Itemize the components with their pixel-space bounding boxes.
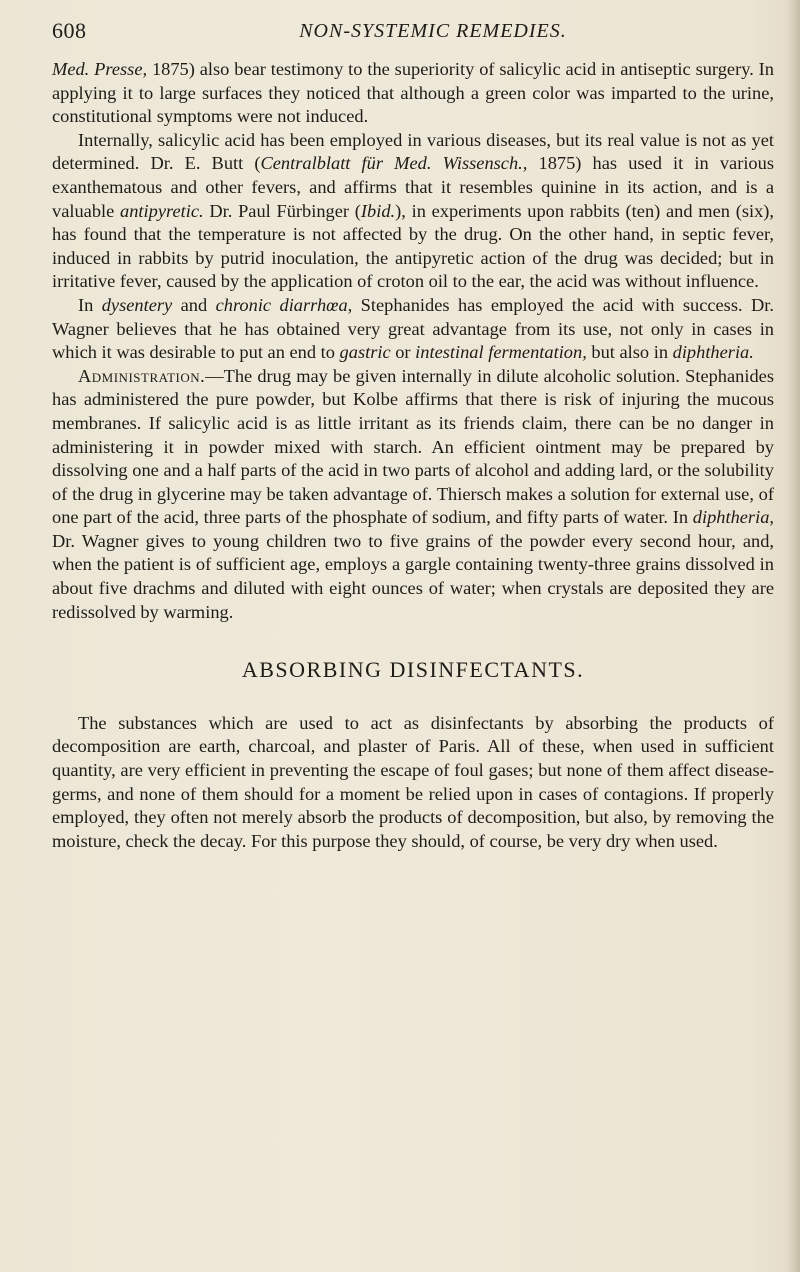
paragraph-dysentery: [52, 294, 774, 365]
page-number: 608: [52, 18, 87, 43]
paragraph-text: and: [172, 294, 216, 315]
paragraph-text: 1875) has used it in various exanthematous and other fevers, and affirms that it resembles quinine in its action, and is a valuable: [52, 153, 774, 221]
term-italic: dysentery: [101, 294, 173, 315]
paragraph-text: Stephanides has employed the acid with success. Dr. Wagner believes that he has obtained very great advantage from its use, not only in cases in which it was desirable to put an end to: [52, 294, 774, 363]
paragraph-continuation: [52, 58, 774, 129]
administration-label: Administration.: [78, 365, 206, 386]
paragraph-internal-use: [52, 129, 774, 294]
section-heading: ABSORBING DISINFECTANTS.: [241, 657, 585, 683]
citation-italic: Med. Presse,: [52, 59, 148, 79]
citation-italic: Centralblatt für Med. Wissensch.,: [260, 153, 528, 174]
term-italic: diphtheria,: [692, 507, 774, 528]
term-italic: gastric: [339, 342, 391, 363]
running-title: NON-SYSTEMIC REMEDIES.: [299, 20, 567, 42]
body-text: [52, 58, 774, 853]
paragraph-text: —The drug may be given internally in dilute alcoholic solution. Stephanides has administered the pure powder, but Kolbe affirms that there is risk of injuring the mucous membranes. If salicylic acid is as little irritant as its friends claim, there can be no danger in administering it in powder mixed with starch. An efficient ointment may be prepared by dissolving one and a half parts of the acid in two parts of alcohol and adding lard, or the solubility of the drug in glycerine may be taken advantage of. Thiersch makes a solution for external use, of one part of the acid, three parts of the phosphate of sodium, and fifty parts of water. In: [52, 365, 774, 528]
running-head: [52, 18, 774, 58]
citation-italic: Ibid.: [360, 200, 396, 221]
paragraph-text: In: [78, 294, 102, 315]
paragraph-text: or: [390, 342, 416, 363]
paragraph-text: ), in experiments upon rabbits (ten) and men (six), has found that the temperature is not affected by the drug. On the other hand, in septic fever, induced in rabbits by putrid inoculation, the antipyretic action of the drug was decided; but in irritative fever, caused by the application of croton oil to the ear, the acid was without influence.: [52, 200, 774, 292]
paragraph-absorbing: The substances which are used to act as disinfectants by absorbing the products of decomposition are earth, charcoal, and plaster of Paris. All of these, when used in sufficient quantity, are very efficient in preventing the escape of foul gases; but none of them affect disease-germs, and none of them should for a moment be relied upon in cases of contagions. If properly employed, they often not merely absorb the products of decomposition, but also, by removing the moisture, check the decay. For this purpose they should, of course, be very dry when used.: [52, 712, 774, 851]
term-italic: antipyretic.: [120, 200, 204, 221]
page-edge-shadow: [786, 0, 800, 1272]
paragraph-text: Dr. Wagner gives to young children two to five grains of the powder every second hour, and, when the patient is of sufficient age, employs a gargle containing twenty-three grains dissolved in about five drachms and diluted with eight ounces of water; when crystals are deposited they are redissolved by warming.: [52, 530, 774, 622]
paragraph-text: 1875) also bear testimony to the superiority of salicylic acid in antiseptic surgery. In applying it to large surfaces they noticed that although a green color was imparted to the urine, constitutional symptoms were not induced.: [52, 59, 774, 127]
term-italic: intestinal fermentation,: [415, 342, 587, 363]
paragraph-text: but also in: [586, 342, 673, 363]
term-italic: diphtheria.: [672, 342, 754, 363]
term-italic: chronic diarrhœa,: [215, 294, 353, 315]
paragraph-text: Dr. Paul Fürbinger (: [203, 200, 361, 221]
paragraph-text: Internally, salicylic acid has been employed in various diseases, but its real value is not as yet determined. Dr. E. Butt (: [52, 129, 774, 174]
paragraph-administration: [52, 365, 774, 625]
